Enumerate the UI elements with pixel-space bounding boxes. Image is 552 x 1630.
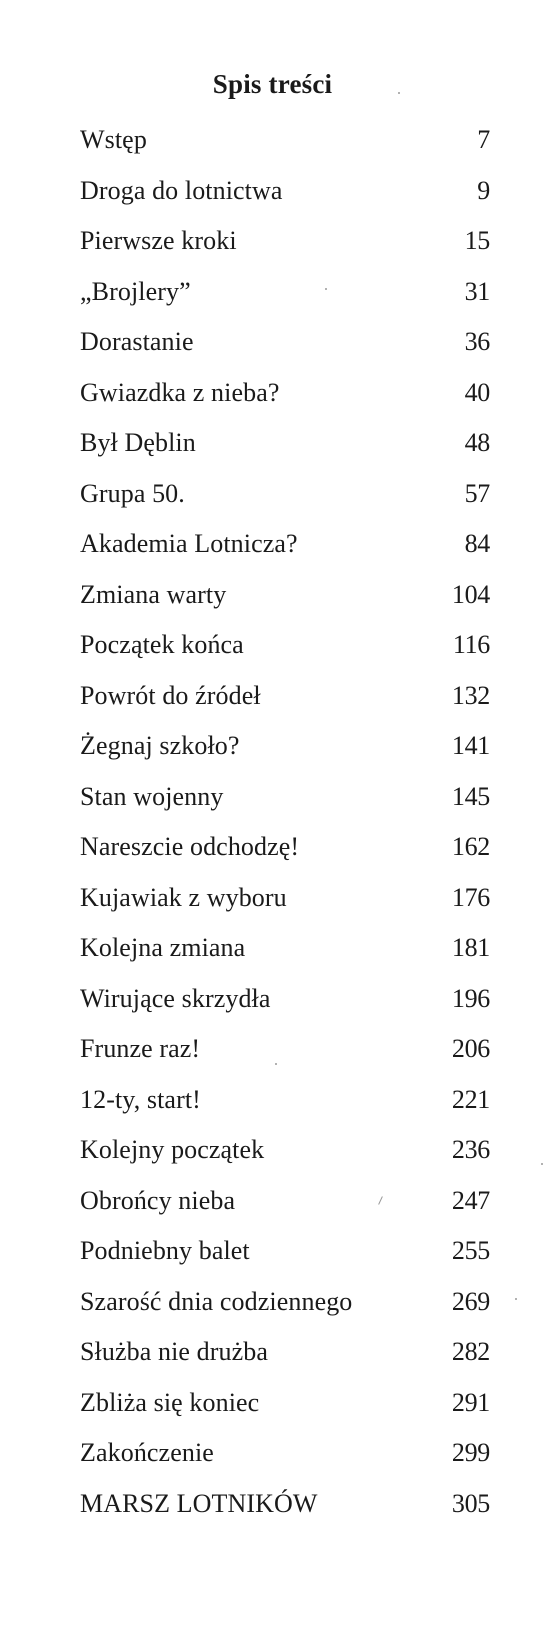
toc-entry-page: 255 [451,1236,490,1266]
toc-entry-page: 162 [451,832,490,862]
toc-entry [80,671,490,722]
toc-entry-title: Gwiazdka z nieba? [80,377,280,407]
toc-entry-page: 84 [464,529,490,559]
toc-entry [80,368,490,419]
toc-entry [80,166,490,217]
toc-entry-title: Frunze raz! [80,1034,201,1064]
toc-entry [80,1479,490,1530]
toc-entry-page: 145 [451,781,490,811]
toc-entry-page: 291 [451,1387,490,1417]
toc-entry-title: Żegnaj szkoło? [80,731,240,761]
toc-entry-page: 269 [451,1286,490,1316]
toc-entry [80,974,490,1025]
toc-entry-page: 282 [451,1337,490,1367]
toc-entry [80,570,490,621]
toc-entry-page: 7 [477,125,490,155]
toc-entry-page: 141 [451,731,490,761]
toc-entry [80,772,490,823]
scan-speck [275,1063,277,1065]
toc-entry-page: 236 [451,1135,490,1165]
page-title: Spis treści [212,69,333,99]
scan-speck [325,288,327,290]
toc-entry-title: Kujawiak z wyboru [80,882,287,912]
toc-entry-title: Nareszcie odchodzę! [80,832,300,862]
toc-entry-title: Akademia Lotnicza? [80,529,298,559]
toc-entry [80,1125,490,1176]
toc-entry-page: 57 [464,478,490,508]
toc-entry-title: „Brojlery” [80,276,191,306]
toc-entry-page: 176 [451,882,490,912]
toc-entry-page: 9 [477,175,490,205]
toc-entry [80,873,490,924]
toc-entry-title: MARSZ LOTNIKÓW [80,1488,318,1518]
toc-entry-title: Kolejny początek [80,1135,265,1165]
toc-entry-title: Grupa 50. [80,478,185,508]
toc-entry [80,721,490,772]
toc-entry [80,620,490,671]
toc-entry-title: Zakończenie [80,1438,214,1468]
scan-speck [541,1163,543,1165]
toc-entry [80,923,490,974]
toc-entry-page: 132 [451,680,490,710]
toc-entry-title: Zbliża się koniec [80,1387,260,1417]
toc-entry [80,115,490,166]
toc-entry [80,469,490,520]
toc-entry-title: Kolejna zmiana [80,933,246,963]
toc-entry-title: Dorastanie [80,327,194,357]
toc-entry-title: Służba nie drużba [80,1337,268,1367]
toc-entry-title: 12-ty, start! [80,1084,201,1114]
toc-entry [80,1075,490,1126]
toc-entry [80,1024,490,1075]
toc-entry [80,317,490,368]
toc-entry-page: 104 [451,579,490,609]
toc-entry-page: 36 [464,327,490,357]
toc-entry-page: 31 [464,276,490,306]
toc-entry-title: Obrońcy nieba [80,1185,236,1215]
toc-entry [80,267,490,318]
toc-entry-page: 221 [451,1084,490,1114]
scan-speck [398,92,400,94]
toc-entry [80,1378,490,1429]
toc-entry-page: 305 [451,1488,490,1518]
toc-entry-title: Szarość dnia codziennego [80,1286,353,1316]
toc-entry-title: Powrót do źródeł [80,680,261,710]
toc-entry-title: Wirujące skrzydła [80,983,271,1013]
toc-entry [80,1176,490,1227]
toc-entry-page: 48 [464,428,490,458]
toc-entry [80,1428,490,1479]
toc-entry-page: 15 [464,226,490,256]
toc-entry-title: Stan wojenny [80,781,224,811]
toc-list [80,115,490,1529]
toc-entry-page: 206 [451,1034,490,1064]
toc-entry [80,1277,490,1328]
toc-entry-title: Zmiana warty [80,579,227,609]
toc-entry-page: 40 [464,377,490,407]
toc-entry-page: 181 [451,933,490,963]
toc-entry-page: 196 [451,983,490,1013]
toc-entry [80,822,490,873]
toc-entry-title: Był Dęblin [80,428,196,458]
toc-entry-title: Droga do lotnictwa [80,175,283,205]
toc-entry-title: Wstęp [80,125,147,155]
toc-entry-title: Pierwsze kroki [80,226,237,256]
toc-entry-title: Podniebny balet [80,1236,250,1266]
scan-speck [515,1298,517,1300]
toc-entry [80,519,490,570]
toc-entry [80,216,490,267]
toc-entry-page: 247 [451,1185,490,1215]
toc-entry [80,1327,490,1378]
toc-entry-page: 299 [451,1438,490,1468]
toc-entry [80,1226,490,1277]
toc-entry [80,418,490,469]
toc-entry-title: Początek końca [80,630,244,660]
toc-entry-page: 116 [452,630,490,660]
